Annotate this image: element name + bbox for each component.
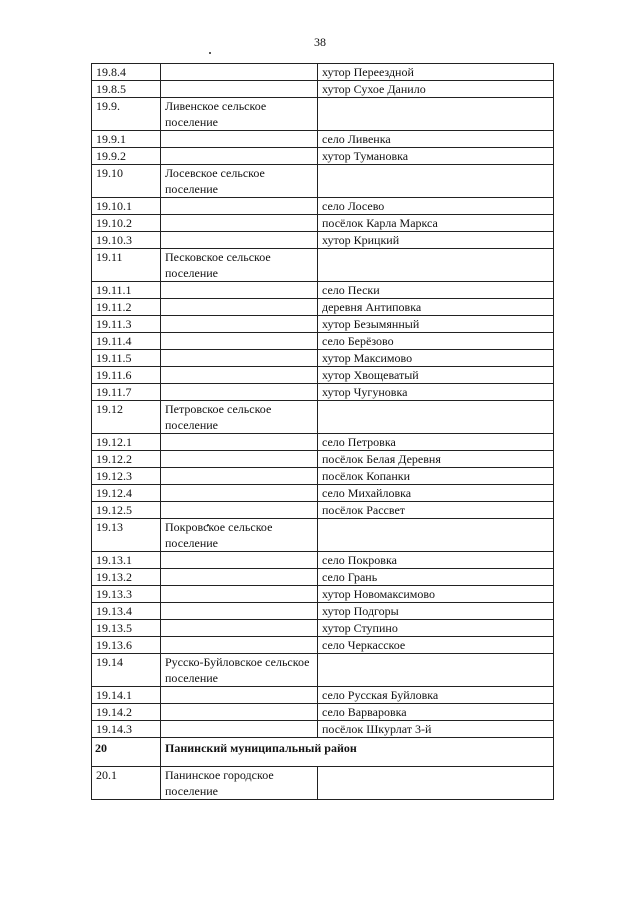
settlement-name: село Покровка bbox=[318, 552, 554, 569]
settlement-group-name bbox=[161, 502, 318, 519]
row-number: 19.10.2 bbox=[92, 215, 161, 232]
table-row bbox=[92, 569, 554, 586]
row-number: 19.11.7 bbox=[92, 384, 161, 401]
row-number: 19.13.6 bbox=[92, 637, 161, 654]
settlement-name bbox=[318, 98, 554, 131]
settlement-group-name: Русско-Буйловское сельское поселение bbox=[161, 654, 318, 687]
settlement-name: село Петровка bbox=[318, 434, 554, 451]
row-number: 20 bbox=[92, 738, 161, 767]
row-number: 19.9.1 bbox=[92, 131, 161, 148]
settlement-name: хутор Ступино bbox=[318, 620, 554, 637]
settlement-name: хутор Подгоры bbox=[318, 603, 554, 620]
row-number: 19.9. bbox=[92, 98, 161, 131]
row-number: 19.10.1 bbox=[92, 198, 161, 215]
settlement-name: село Пески bbox=[318, 282, 554, 299]
settlement-name: посёлок Белая Деревня bbox=[318, 451, 554, 468]
table-row bbox=[92, 502, 554, 519]
row-number: 19.13.4 bbox=[92, 603, 161, 620]
settlement-group-name bbox=[161, 552, 318, 569]
settlement-name: хутор Тумановка bbox=[318, 148, 554, 165]
settlement-name bbox=[318, 767, 554, 800]
settlement-name: хутор Переездной bbox=[318, 64, 554, 81]
settlement-name: хутор Хвощеватый bbox=[318, 367, 554, 384]
settlement-group-name bbox=[161, 485, 318, 502]
row-number: 19.14.3 bbox=[92, 721, 161, 738]
row-number: 19.11.6 bbox=[92, 367, 161, 384]
settlement-group-name bbox=[161, 434, 318, 451]
row-number: 19.14 bbox=[92, 654, 161, 687]
settlement-name: село Черкасское bbox=[318, 637, 554, 654]
settlement-group-name bbox=[161, 367, 318, 384]
settlement-name bbox=[318, 654, 554, 687]
row-number: 19.8.5 bbox=[92, 81, 161, 98]
table-row bbox=[92, 451, 554, 468]
settlement-group-name bbox=[161, 603, 318, 620]
district-name: Панинский муниципальный район bbox=[161, 738, 554, 767]
settlement-group-name: Панинское городское поселение bbox=[161, 767, 318, 800]
table-row bbox=[92, 215, 554, 232]
table-row bbox=[92, 316, 554, 333]
table-row bbox=[92, 282, 554, 299]
row-number: 19.11.3 bbox=[92, 316, 161, 333]
table-row bbox=[92, 81, 554, 98]
settlement-name bbox=[318, 401, 554, 434]
row-number: 19.11.5 bbox=[92, 350, 161, 367]
settlement-name: село Русская Буйловка bbox=[318, 687, 554, 704]
settlement-group-name bbox=[161, 131, 318, 148]
row-number: 19.12.3 bbox=[92, 468, 161, 485]
page-number: 38 bbox=[314, 35, 326, 49]
scan-speck bbox=[209, 52, 211, 54]
settlement-group-name bbox=[161, 316, 318, 333]
settlement-group-name bbox=[161, 232, 318, 249]
settlement-group-name: Лосевское сельское поселение bbox=[161, 165, 318, 198]
settlement-group-name bbox=[161, 215, 318, 232]
table-row bbox=[92, 485, 554, 502]
settlement-name: хутор Безымянный bbox=[318, 316, 554, 333]
row-number: 19.13.3 bbox=[92, 586, 161, 603]
row-number: 19.11.1 bbox=[92, 282, 161, 299]
settlement-name: село Грань bbox=[318, 569, 554, 586]
row-number: 19.11 bbox=[92, 249, 161, 282]
settlement-name: село Ливенка bbox=[318, 131, 554, 148]
row-number: 19.12.5 bbox=[92, 502, 161, 519]
table-row bbox=[92, 232, 554, 249]
settlement-group-name: Покровское сельское поселение bbox=[161, 519, 318, 552]
row-number: 19.8.4 bbox=[92, 64, 161, 81]
settlement-group-name: Ливенское сельское поселение bbox=[161, 98, 318, 131]
row-number: 19.12 bbox=[92, 401, 161, 434]
settlement-group-name: Песковское сельское поселение bbox=[161, 249, 318, 282]
settlement-group-row bbox=[92, 767, 554, 800]
settlement-name: посёлок Копанки bbox=[318, 468, 554, 485]
settlement-group-row bbox=[92, 165, 554, 198]
settlement-name bbox=[318, 249, 554, 282]
table-row bbox=[92, 148, 554, 165]
district-row bbox=[92, 738, 554, 767]
settlement-group-name bbox=[161, 333, 318, 350]
row-number: 19.12.1 bbox=[92, 434, 161, 451]
settlement-name: хутор Крицкий bbox=[318, 232, 554, 249]
settlement-name: село Берёзово bbox=[318, 333, 554, 350]
settlement-name: село Лосево bbox=[318, 198, 554, 215]
settlement-name: село Михайловка bbox=[318, 485, 554, 502]
settlement-group-row bbox=[92, 98, 554, 131]
settlements-table bbox=[91, 63, 554, 800]
row-number: 19.11.2 bbox=[92, 299, 161, 316]
settlement-name bbox=[318, 165, 554, 198]
row-number: 19.12.4 bbox=[92, 485, 161, 502]
row-number: 20.1 bbox=[92, 767, 161, 800]
settlement-group-name bbox=[161, 198, 318, 215]
table-row bbox=[92, 367, 554, 384]
row-number: 19.10.3 bbox=[92, 232, 161, 249]
settlement-group-row bbox=[92, 519, 554, 552]
settlement-group-name bbox=[161, 350, 318, 367]
table-row bbox=[92, 586, 554, 603]
table-row bbox=[92, 384, 554, 401]
settlement-group-name bbox=[161, 451, 318, 468]
row-number: 19.13 bbox=[92, 519, 161, 552]
row-number: 19.9.2 bbox=[92, 148, 161, 165]
settlement-group-name bbox=[161, 468, 318, 485]
settlement-group-name bbox=[161, 586, 318, 603]
row-number: 19.12.2 bbox=[92, 451, 161, 468]
settlement-name: хутор Новомаксимово bbox=[318, 586, 554, 603]
row-number: 19.11.4 bbox=[92, 333, 161, 350]
settlement-group-name bbox=[161, 148, 318, 165]
settlement-group-name bbox=[161, 721, 318, 738]
settlement-name bbox=[318, 519, 554, 552]
settlements-table-body bbox=[92, 64, 554, 800]
settlement-group-name bbox=[161, 620, 318, 637]
table-row bbox=[92, 64, 554, 81]
settlement-group-row bbox=[92, 401, 554, 434]
table-row bbox=[92, 704, 554, 721]
row-number: 19.10 bbox=[92, 165, 161, 198]
row-number: 19.14.1 bbox=[92, 687, 161, 704]
row-number: 19.13.2 bbox=[92, 569, 161, 586]
settlement-group-name bbox=[161, 569, 318, 586]
row-number: 19.13.1 bbox=[92, 552, 161, 569]
table-row bbox=[92, 620, 554, 637]
table-row bbox=[92, 333, 554, 350]
table-row bbox=[92, 687, 554, 704]
table-row bbox=[92, 131, 554, 148]
settlement-name: хутор Сухое Данило bbox=[318, 81, 554, 98]
settlement-name: посёлок Рассвет bbox=[318, 502, 554, 519]
settlement-name: село Варваровка bbox=[318, 704, 554, 721]
settlement-group-name bbox=[161, 637, 318, 654]
settlement-name: хутор Чугуновка bbox=[318, 384, 554, 401]
table-row bbox=[92, 552, 554, 569]
settlement-name: деревня Антиповка bbox=[318, 299, 554, 316]
table-row bbox=[92, 603, 554, 620]
settlement-group-name bbox=[161, 64, 318, 81]
table-row bbox=[92, 468, 554, 485]
settlement-group-name bbox=[161, 704, 318, 721]
settlement-name: посёлок Карла Маркса bbox=[318, 215, 554, 232]
table-row bbox=[92, 299, 554, 316]
table-row bbox=[92, 350, 554, 367]
settlement-group-name: Петровское сельское поселение bbox=[161, 401, 318, 434]
settlement-group-row bbox=[92, 249, 554, 282]
row-number: 19.13.5 bbox=[92, 620, 161, 637]
settlement-group-name bbox=[161, 299, 318, 316]
table-row bbox=[92, 434, 554, 451]
settlement-name: посёлок Шкурлат 3-й bbox=[318, 721, 554, 738]
settlement-group-name bbox=[161, 282, 318, 299]
settlement-group-name bbox=[161, 687, 318, 704]
table-row bbox=[92, 721, 554, 738]
row-number: 19.14.2 bbox=[92, 704, 161, 721]
settlement-name: хутор Максимово bbox=[318, 350, 554, 367]
table-row bbox=[92, 198, 554, 215]
settlement-group-name bbox=[161, 384, 318, 401]
settlement-group-name bbox=[161, 81, 318, 98]
table-row bbox=[92, 637, 554, 654]
settlement-group-row bbox=[92, 654, 554, 687]
